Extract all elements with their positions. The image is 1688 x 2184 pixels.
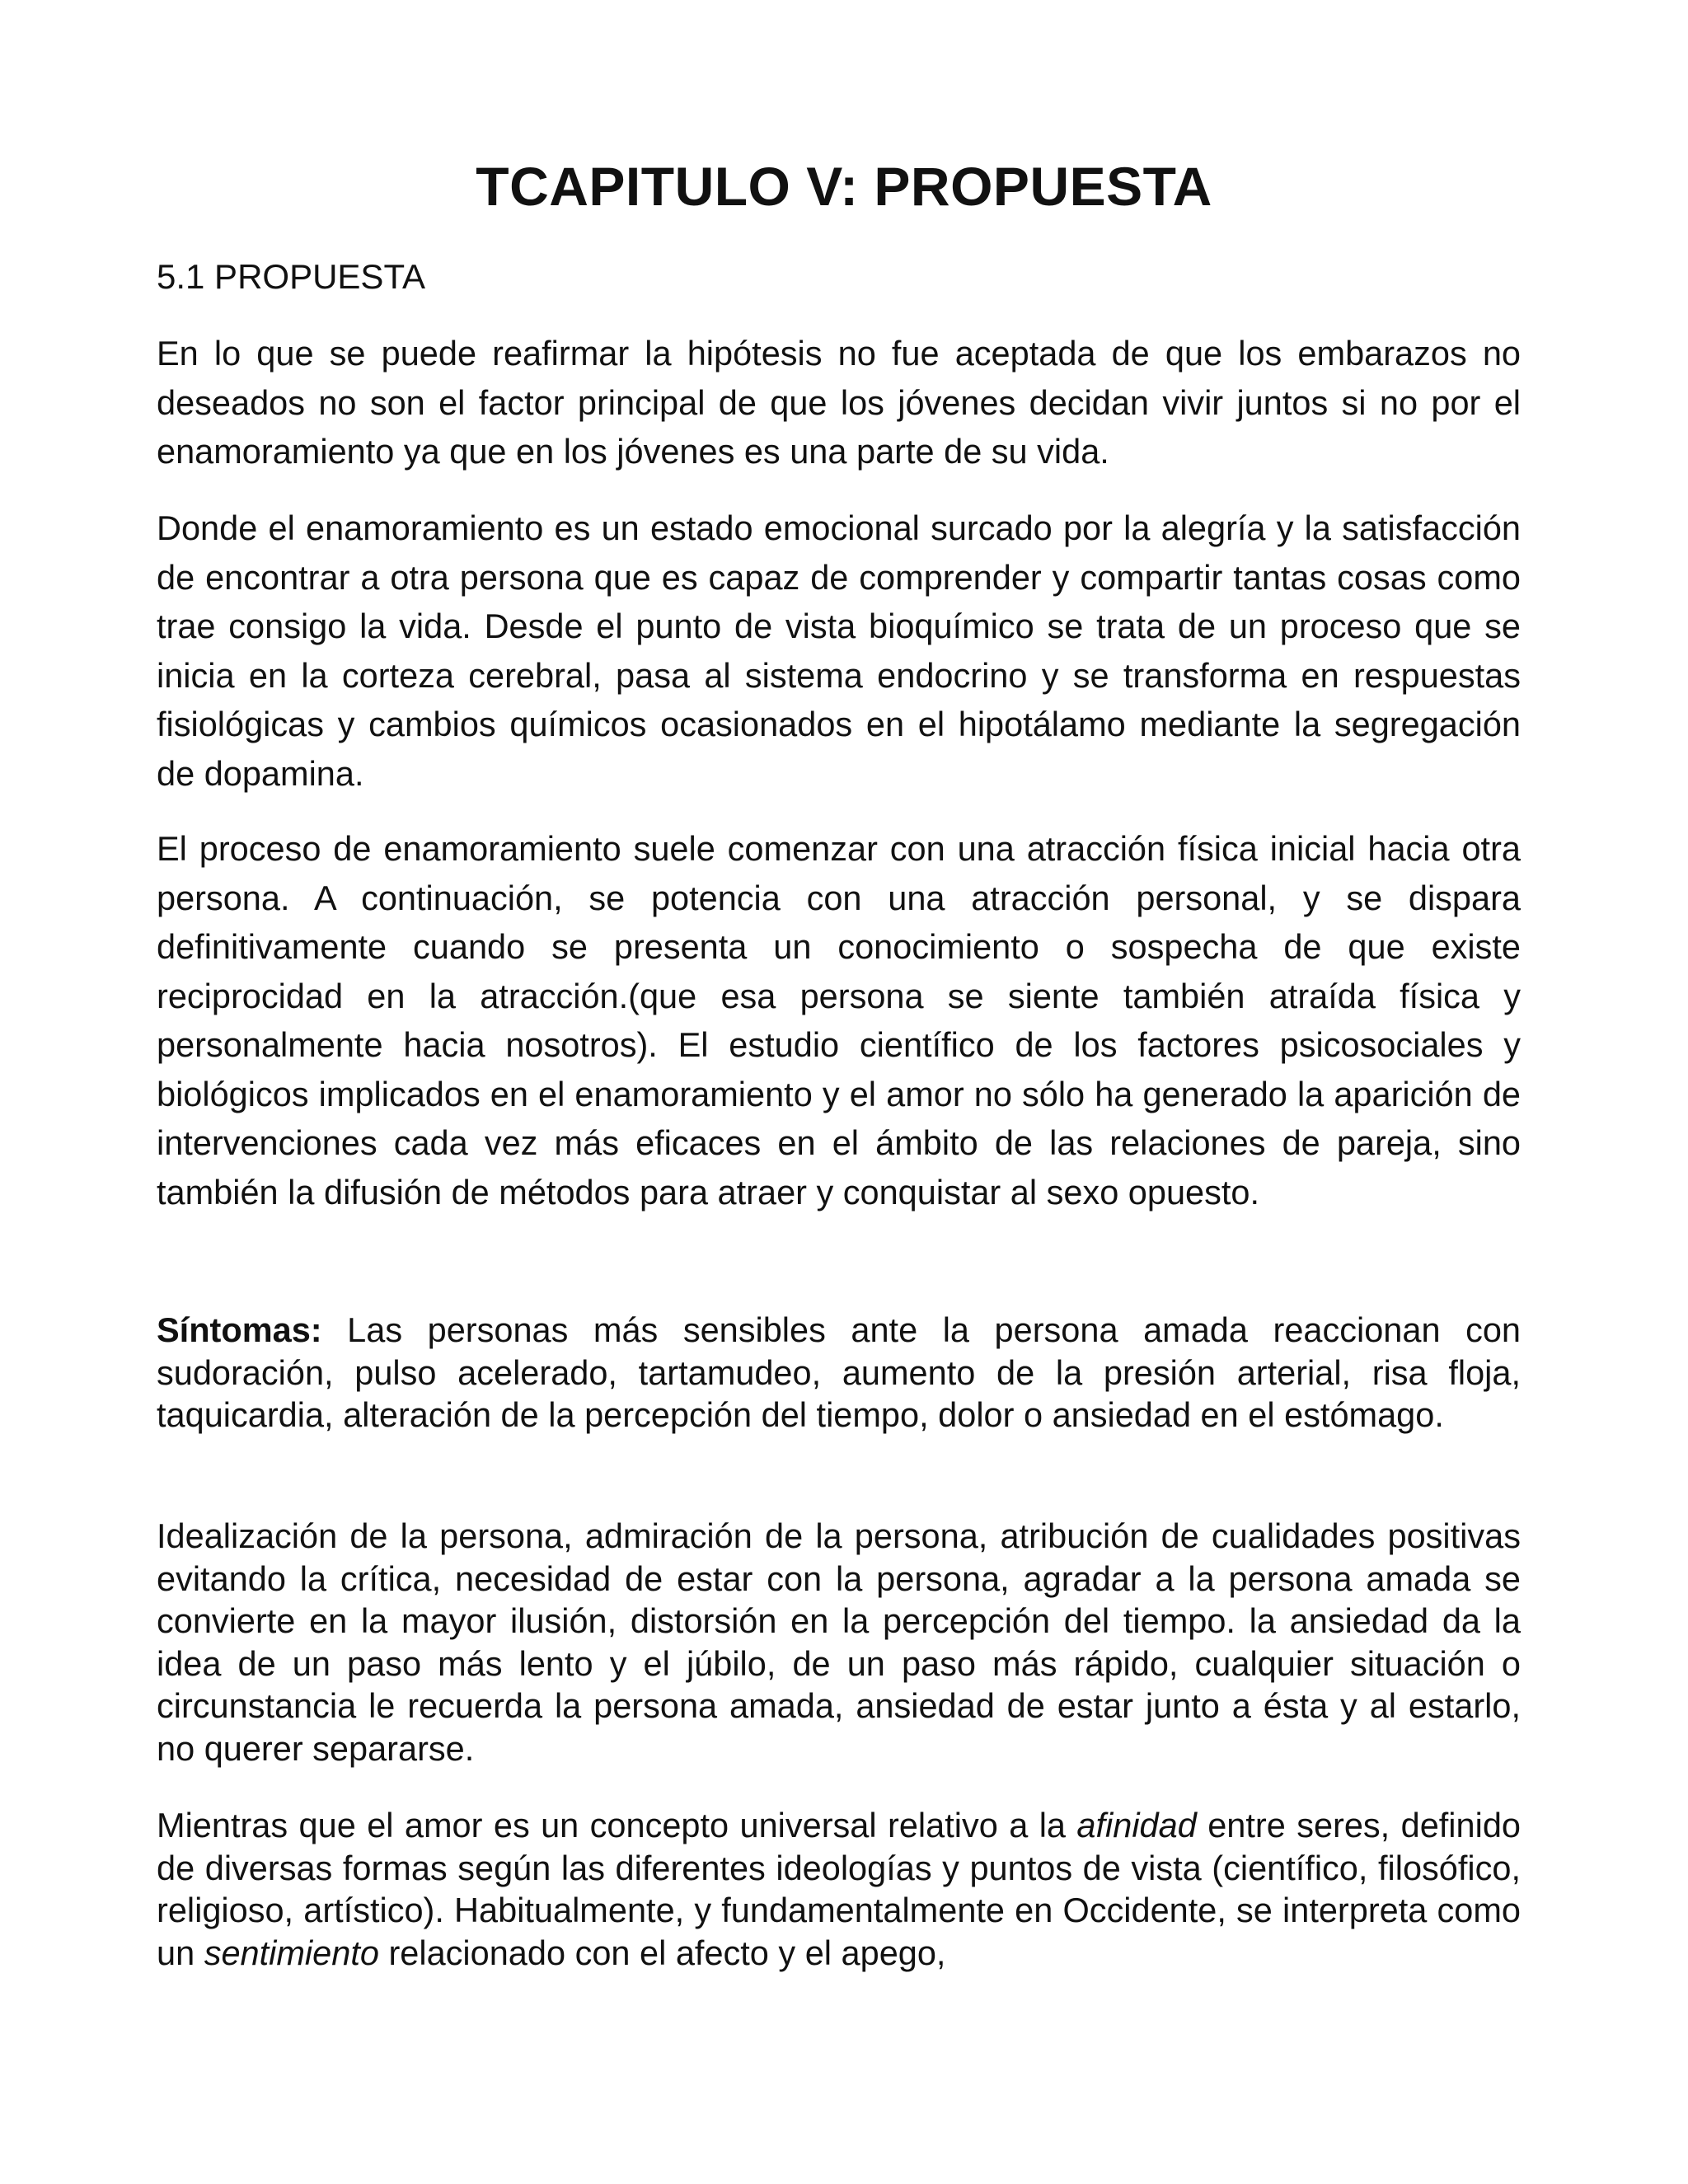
paragraph-hypothesis: En lo que se puede reafirmar la hipótesis no fue aceptada de que los embarazos no deseados no son el factor principal de que los jóvenes decidan vivir juntos si no por el enamoramiento ya que en los jóvenes es una parte de su vida. [157,334,1521,471]
love-text-sentimiento: sentimiento [204,1933,379,1972]
love-text-part-1: Mientras que el amor es un concepto universal relativo a la [157,1806,1077,1844]
symptoms-text: Las personas más sensibles ante la persona amada reaccionan con sudoración, pulso acelerado, tartamudeo, aumento de la presión arterial, risa floja, taquicardia, alteración de la percepción del tiempo, dolor o ansiedad en el estómago. [157,1310,1521,1434]
love-text-part-3: relacionado con el afecto y el apego, [378,1933,946,1972]
paragraph-enamoramiento-process: El proceso de enamoramiento suele comenzar con una atracción física inicial hacia otra persona. A continuación, se potencia con una atracción personal, y se dispara definitivamente cuando se presenta un conocimiento o sospecha de que existe reciprocidad en la atracción.(que esa persona se siente también atraída física y personalmente hacia nosotros). El estudio científico de los factores psicosociales y biológicos implicados en el enamoramiento y el amor no sólo ha generado la aparición de intervenciones cada vez más eficaces en el ámbito de las relaciones de pareja, sino también la difusión de métodos para atraer y conquistar al sexo opuesto. [157,829,1521,1212]
page-title: TCAPITULO V: PROPUESTA [476,156,1212,217]
paragraph-enamoramiento-definition: Donde el enamoramiento es un estado emocional surcado por la alegría y la satisfacción de encontrar a otra persona que es capaz de comprender y compartir tantas cosas como trae consigo la vida. Desde el punto de vista bioquímico se trata de un proceso que se inicia en la corteza cerebral, pasa al sistema endocrino y se transforma en respuestas fisiológicas y cambios químicos ocasionados en el hipotálamo mediante la segregación de dopamina. [157,509,1521,793]
paragraph-love-concept [157,1804,1521,1974]
section-heading: 5.1 PROPUESTA [157,257,425,296]
symptoms-label: Síntomas: [157,1310,322,1349]
love-text-afinidad: afinidad [1076,1806,1197,1844]
love-text-part-2: entre seres, definido de diversas formas según las diferentes ideologías y puntos de vista (científico, filosófico, religioso, artístico). Habitualmente, y fundamentalmente en Occidente, se interpreta como un [157,1806,1521,1972]
paragraph-symptoms [157,1309,1521,1436]
paragraph-idealization: Idealización de la persona, admiración de la persona, atribución de cualidades positivas evitando la crítica, necesidad de estar con la persona, agradar a la persona amada se convierte en la mayor ilusión, distorsión en la percepción del tiempo. la ansiedad da la idea de un paso más lento y el júbilo, de un paso más rápido, cualquier situación o circunstancia le recuerda la persona amada, ansiedad de estar junto a ésta y al estarlo, no querer separarse. [157,1516,1521,1768]
